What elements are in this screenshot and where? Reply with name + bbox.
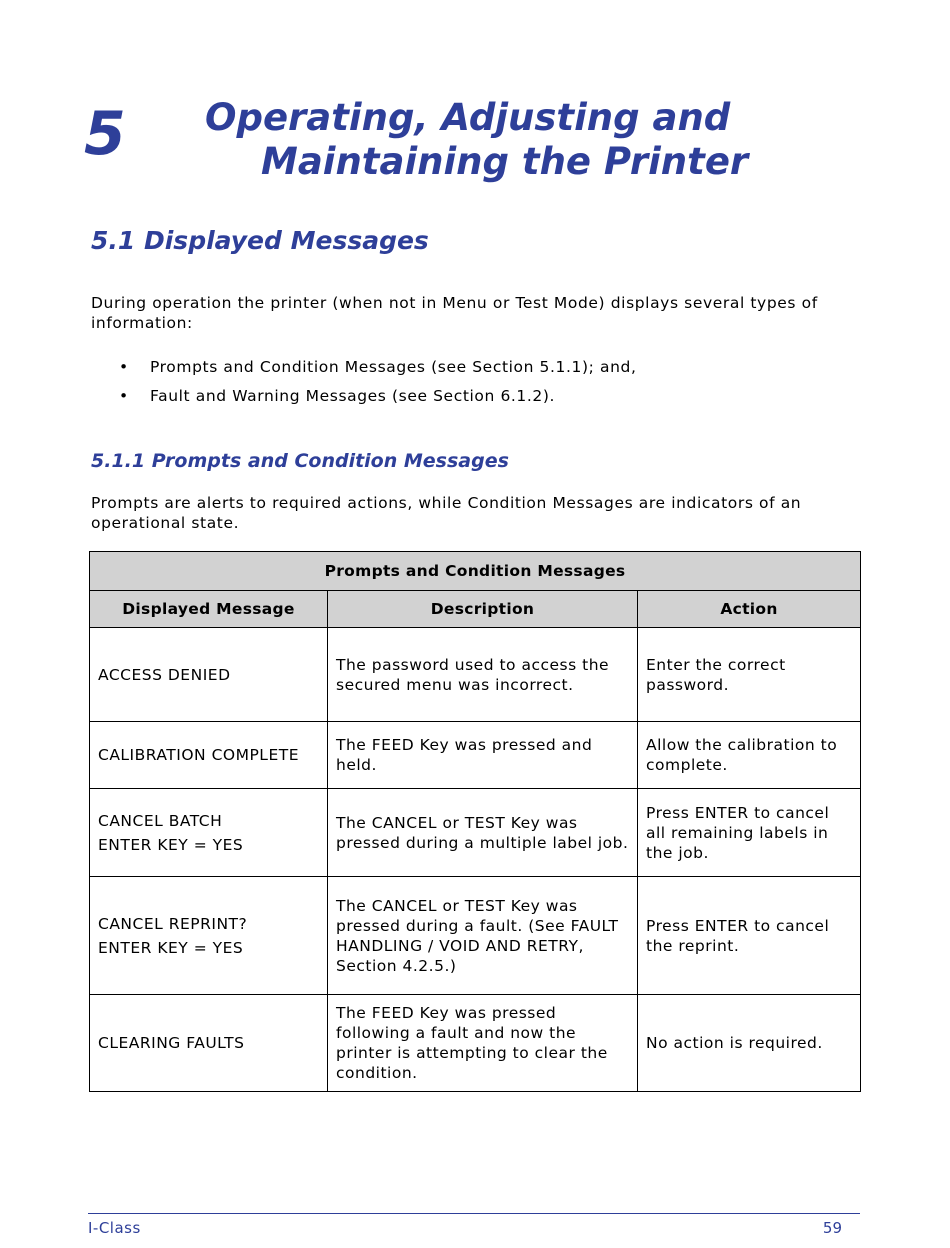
message-text: CALIBRATION COMPLETE [98, 746, 300, 764]
message-cell [90, 722, 328, 789]
footer-divider [88, 1213, 860, 1214]
bullet-list [91, 353, 636, 411]
table-row [90, 995, 861, 1092]
footer-product-name: I-Class [88, 1219, 141, 1237]
chapter-number: 5 [84, 99, 126, 169]
bullet-text: Prompts and Condition Messages (see Section 5.1.1); and, [150, 358, 637, 376]
message-cell [90, 995, 328, 1092]
subsection-intro: Prompts are alerts to required actions, while Condition Messages are indicators of an operational state. [91, 494, 802, 532]
message-text: ACCESS DENIED [98, 665, 231, 684]
bullet-icon: • [119, 358, 129, 376]
description-cell: The FEED Key was pressed following a fault and now the printer is attempting to clear the condition. [328, 995, 638, 1092]
message-text: CANCEL BATCH [98, 811, 223, 830]
bullet-icon: • [119, 387, 129, 405]
table-row [90, 628, 861, 722]
table-row [90, 789, 861, 877]
description-cell: The CANCEL or TEST Key was pressed during a multiple label job. [328, 789, 638, 877]
section-heading: 5.1 Displayed Messages [91, 226, 429, 255]
table-caption: Prompts and Condition Messages [90, 552, 861, 591]
bullet-text: Fault and Warning Messages (see Section 6.1.2). [150, 387, 556, 405]
message-cell [90, 789, 328, 877]
chapter-title-line-2: Maintaining the Printer [261, 140, 749, 183]
message-cell [90, 877, 328, 995]
action-cell: Press ENTER to cancel the reprint. [638, 877, 861, 995]
message-cell [90, 628, 328, 722]
chapter-title [205, 96, 765, 184]
list-item [91, 353, 636, 382]
description-cell: The password used to access the secured menu was incorrect. [328, 628, 638, 722]
action-cell: No action is required. [638, 995, 861, 1092]
description-cell: The FEED Key was pressed and held. [328, 722, 638, 789]
column-header-message: Displayed Message [90, 591, 328, 628]
messages-table [89, 551, 861, 1092]
message-text: ENTER KEY = YES [98, 938, 244, 957]
message-text: ENTER KEY = YES [98, 835, 244, 854]
chapter-title-line-1: Operating, Adjusting and [205, 96, 731, 139]
column-header-description: Description [328, 591, 638, 628]
message-text: CANCEL REPRINT? [98, 914, 248, 933]
list-item [91, 382, 636, 411]
description-cell: The CANCEL or TEST Key was pressed during a fault. (See FAULT HANDLING / VOID AND RETRY, Section 4.2.5.) [328, 877, 638, 995]
message-text: CLEARING FAULTS [98, 1034, 245, 1052]
table-row [90, 877, 861, 995]
action-cell: Press ENTER to cancel all remaining labels in the job. [638, 789, 861, 877]
column-header-action: Action [638, 591, 861, 628]
page-number: 59 [822, 1219, 842, 1237]
action-cell: Enter the correct password. [638, 628, 861, 722]
table-row [90, 722, 861, 789]
section-intro: During operation the printer (when not in Menu or Test Mode) displays several types of information: [91, 294, 818, 332]
action-cell: Allow the calibration to complete. [638, 722, 861, 789]
subsection-heading: 5.1.1 Prompts and Condition Messages [91, 450, 509, 472]
